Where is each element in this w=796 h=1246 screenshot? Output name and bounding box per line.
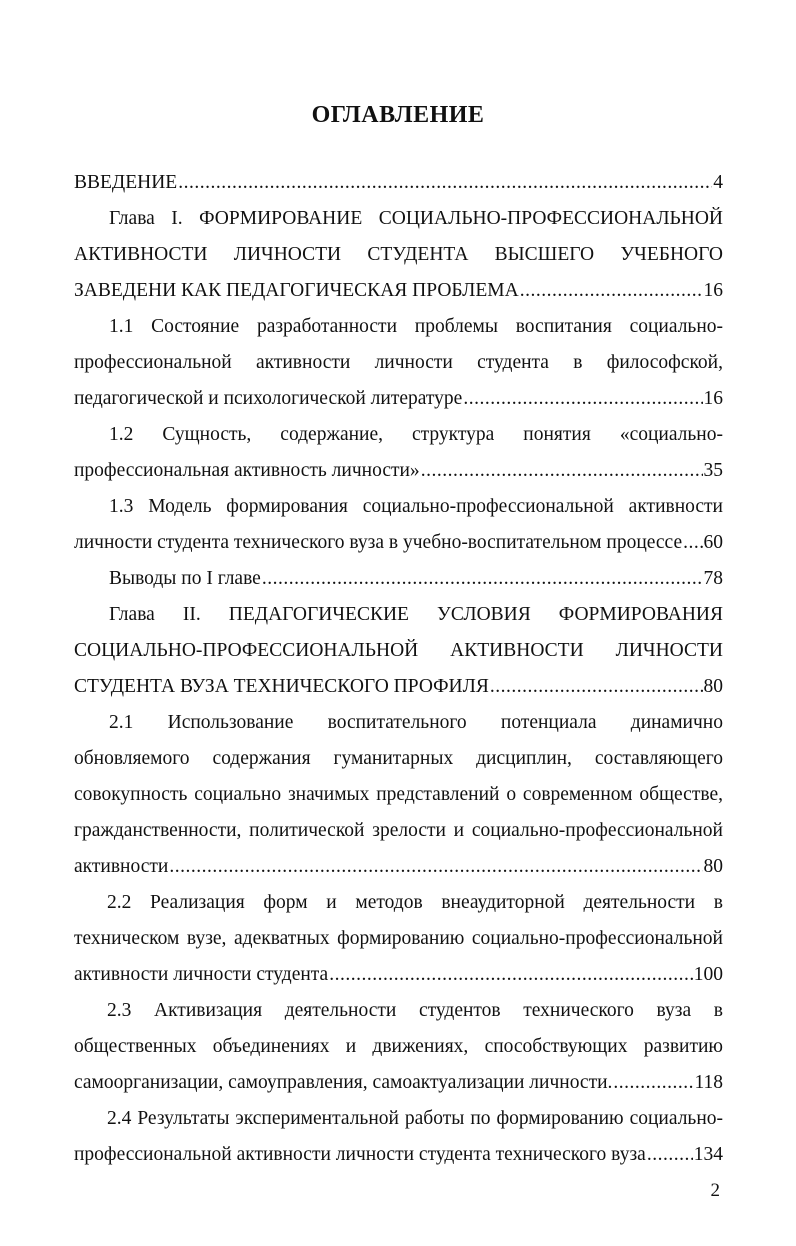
toc-entry-introduction[interactable] [74, 170, 723, 196]
page-number: 2 [710, 1180, 720, 1201]
toc-leader-dots [613, 1070, 693, 1096]
toc-entry-text: педагогической и психологической литературе [74, 388, 463, 409]
toc-page-number: 100 [693, 964, 723, 985]
toc-entry-2-4-line1: 2.4 Результаты экспериментальной работы по формированию социально- [107, 1108, 723, 1129]
toc-entry-2-2-line1: 2.2 Реализация форм и методов внеаудиторной деятельности в [107, 892, 723, 913]
toc-entry-1-3[interactable] [74, 530, 723, 556]
toc-page-number: 80 [703, 676, 723, 697]
toc-leader-dots [683, 530, 702, 556]
toc-entry-text: СТУДЕНТА ВУЗА ТЕХНИЧЕСКОГО ПРОФИЛЯ [74, 676, 489, 697]
toc-page-number: 80 [703, 856, 723, 877]
toc-entry-text: ЗАВЕДЕНИ КАК ПЕДАГОГИЧЕСКАЯ ПРОБЛЕМА [74, 280, 519, 301]
toc-entry-1-2[interactable] [74, 458, 723, 484]
toc-entry-1-1-line1: 1.1 Состояние разработанности проблемы воспитания социально- [109, 316, 723, 337]
toc-entry-text: личности студента технического вуза в учебно-воспитательном процессе [74, 532, 683, 553]
toc-entry-1-2-line1: 1.2 Сущность, содержание, структура понятия «социально- [109, 424, 723, 445]
toc-entry-2-3-line2: общественных объединениях и движениях, способствующих развитию [74, 1036, 723, 1057]
toc-leader-dots [421, 458, 703, 484]
toc-page-number: 78 [703, 568, 723, 589]
toc-entry-2-1-line1: 2.1 Использование воспитательного потенциала динамично [109, 712, 723, 733]
toc-leader-dots [490, 674, 703, 700]
toc-entry-text: профессиональной активности личности студента технического вуза [74, 1144, 646, 1165]
toc-entry-text: самоорганизации, самоуправления, самоактуализации личности. [74, 1072, 613, 1093]
toc-page-number: 16 [703, 280, 723, 301]
toc-entry-chapter2-line2: СОЦИАЛЬНО-ПРОФЕССИОНАЛЬНОЙ АКТИВНОСТИ ЛИЧНОСТИ [74, 640, 723, 661]
toc-entry-1-3-line1: 1.3 Модель формирования социально-профессиональной активности [109, 496, 723, 517]
toc-page-number: 60 [703, 532, 723, 553]
toc-entry-chapter2-line1: Глава II. ПЕДАГОГИЧЕСКИЕ УСЛОВИЯ ФОРМИРОВАНИЯ [109, 604, 723, 625]
toc-entry-text: профессиональная активность личности» [74, 460, 420, 481]
page-title: ОГЛАВЛЕНИЕ [311, 102, 485, 128]
toc-leader-dots [520, 278, 703, 304]
toc-leader-dots [262, 566, 703, 592]
toc-page-number: 4 [713, 172, 723, 193]
toc-entry-chapter2[interactable] [74, 674, 723, 700]
toc-entry-2-1-line4: гражданственности, политической зрелости и социально-профессиональной [74, 820, 723, 841]
toc-entry-1-1-line2: профессиональной активности личности студента в философской, [74, 352, 723, 373]
toc-entry-chapter1-line2: АКТИВНОСТИ ЛИЧНОСТИ СТУДЕНТА ВЫСШЕГО УЧЕБНОГО [74, 244, 723, 265]
toc-entry-1-1[interactable] [74, 386, 723, 412]
toc-entry-2-1-line2: обновляемого содержания гуманитарных дисциплин, составляющего [74, 748, 723, 769]
toc-entry-chapter1-line1: Глава I. ФОРМИРОВАНИЕ СОЦИАЛЬНО-ПРОФЕССИОНАЛЬНОЙ [109, 208, 723, 229]
toc-entry-chapter1[interactable] [74, 278, 723, 304]
toc-leader-dots [329, 962, 693, 988]
toc-entry-text: активности [74, 856, 169, 877]
toc-page-number: 134 [693, 1144, 723, 1165]
toc-leader-dots [463, 386, 702, 412]
toc-page-number: 16 [703, 388, 723, 409]
toc-entry-2-3-line1: 2.3 Активизация деятельности студентов технического вуза в [107, 1000, 723, 1021]
toc-entry-2-3[interactable] [74, 1070, 723, 1096]
toc-entry-2-2-line2: техническом вузе, адекватных формированию социально-профессиональной [74, 928, 723, 949]
toc-entry-conclusions-1[interactable] [109, 566, 723, 592]
toc-entry-text: Выводы по I главе [109, 568, 261, 589]
toc-leader-dots [178, 170, 712, 196]
toc-entry-2-2[interactable] [74, 962, 723, 988]
toc-page-number: 35 [703, 460, 723, 481]
toc-page-number: 118 [694, 1072, 723, 1093]
toc-entry-text: ВВЕДЕНИЕ [74, 172, 178, 193]
toc-entry-text: активности личности студента [74, 964, 329, 985]
toc-entry-2-4[interactable] [74, 1142, 723, 1168]
toc-leader-dots [647, 1142, 693, 1168]
toc-entry-2-1-line3: совокупность социально значимых представлений о современном обществе, [74, 784, 723, 805]
toc-leader-dots [169, 854, 702, 880]
toc-entry-2-1[interactable] [74, 854, 723, 880]
